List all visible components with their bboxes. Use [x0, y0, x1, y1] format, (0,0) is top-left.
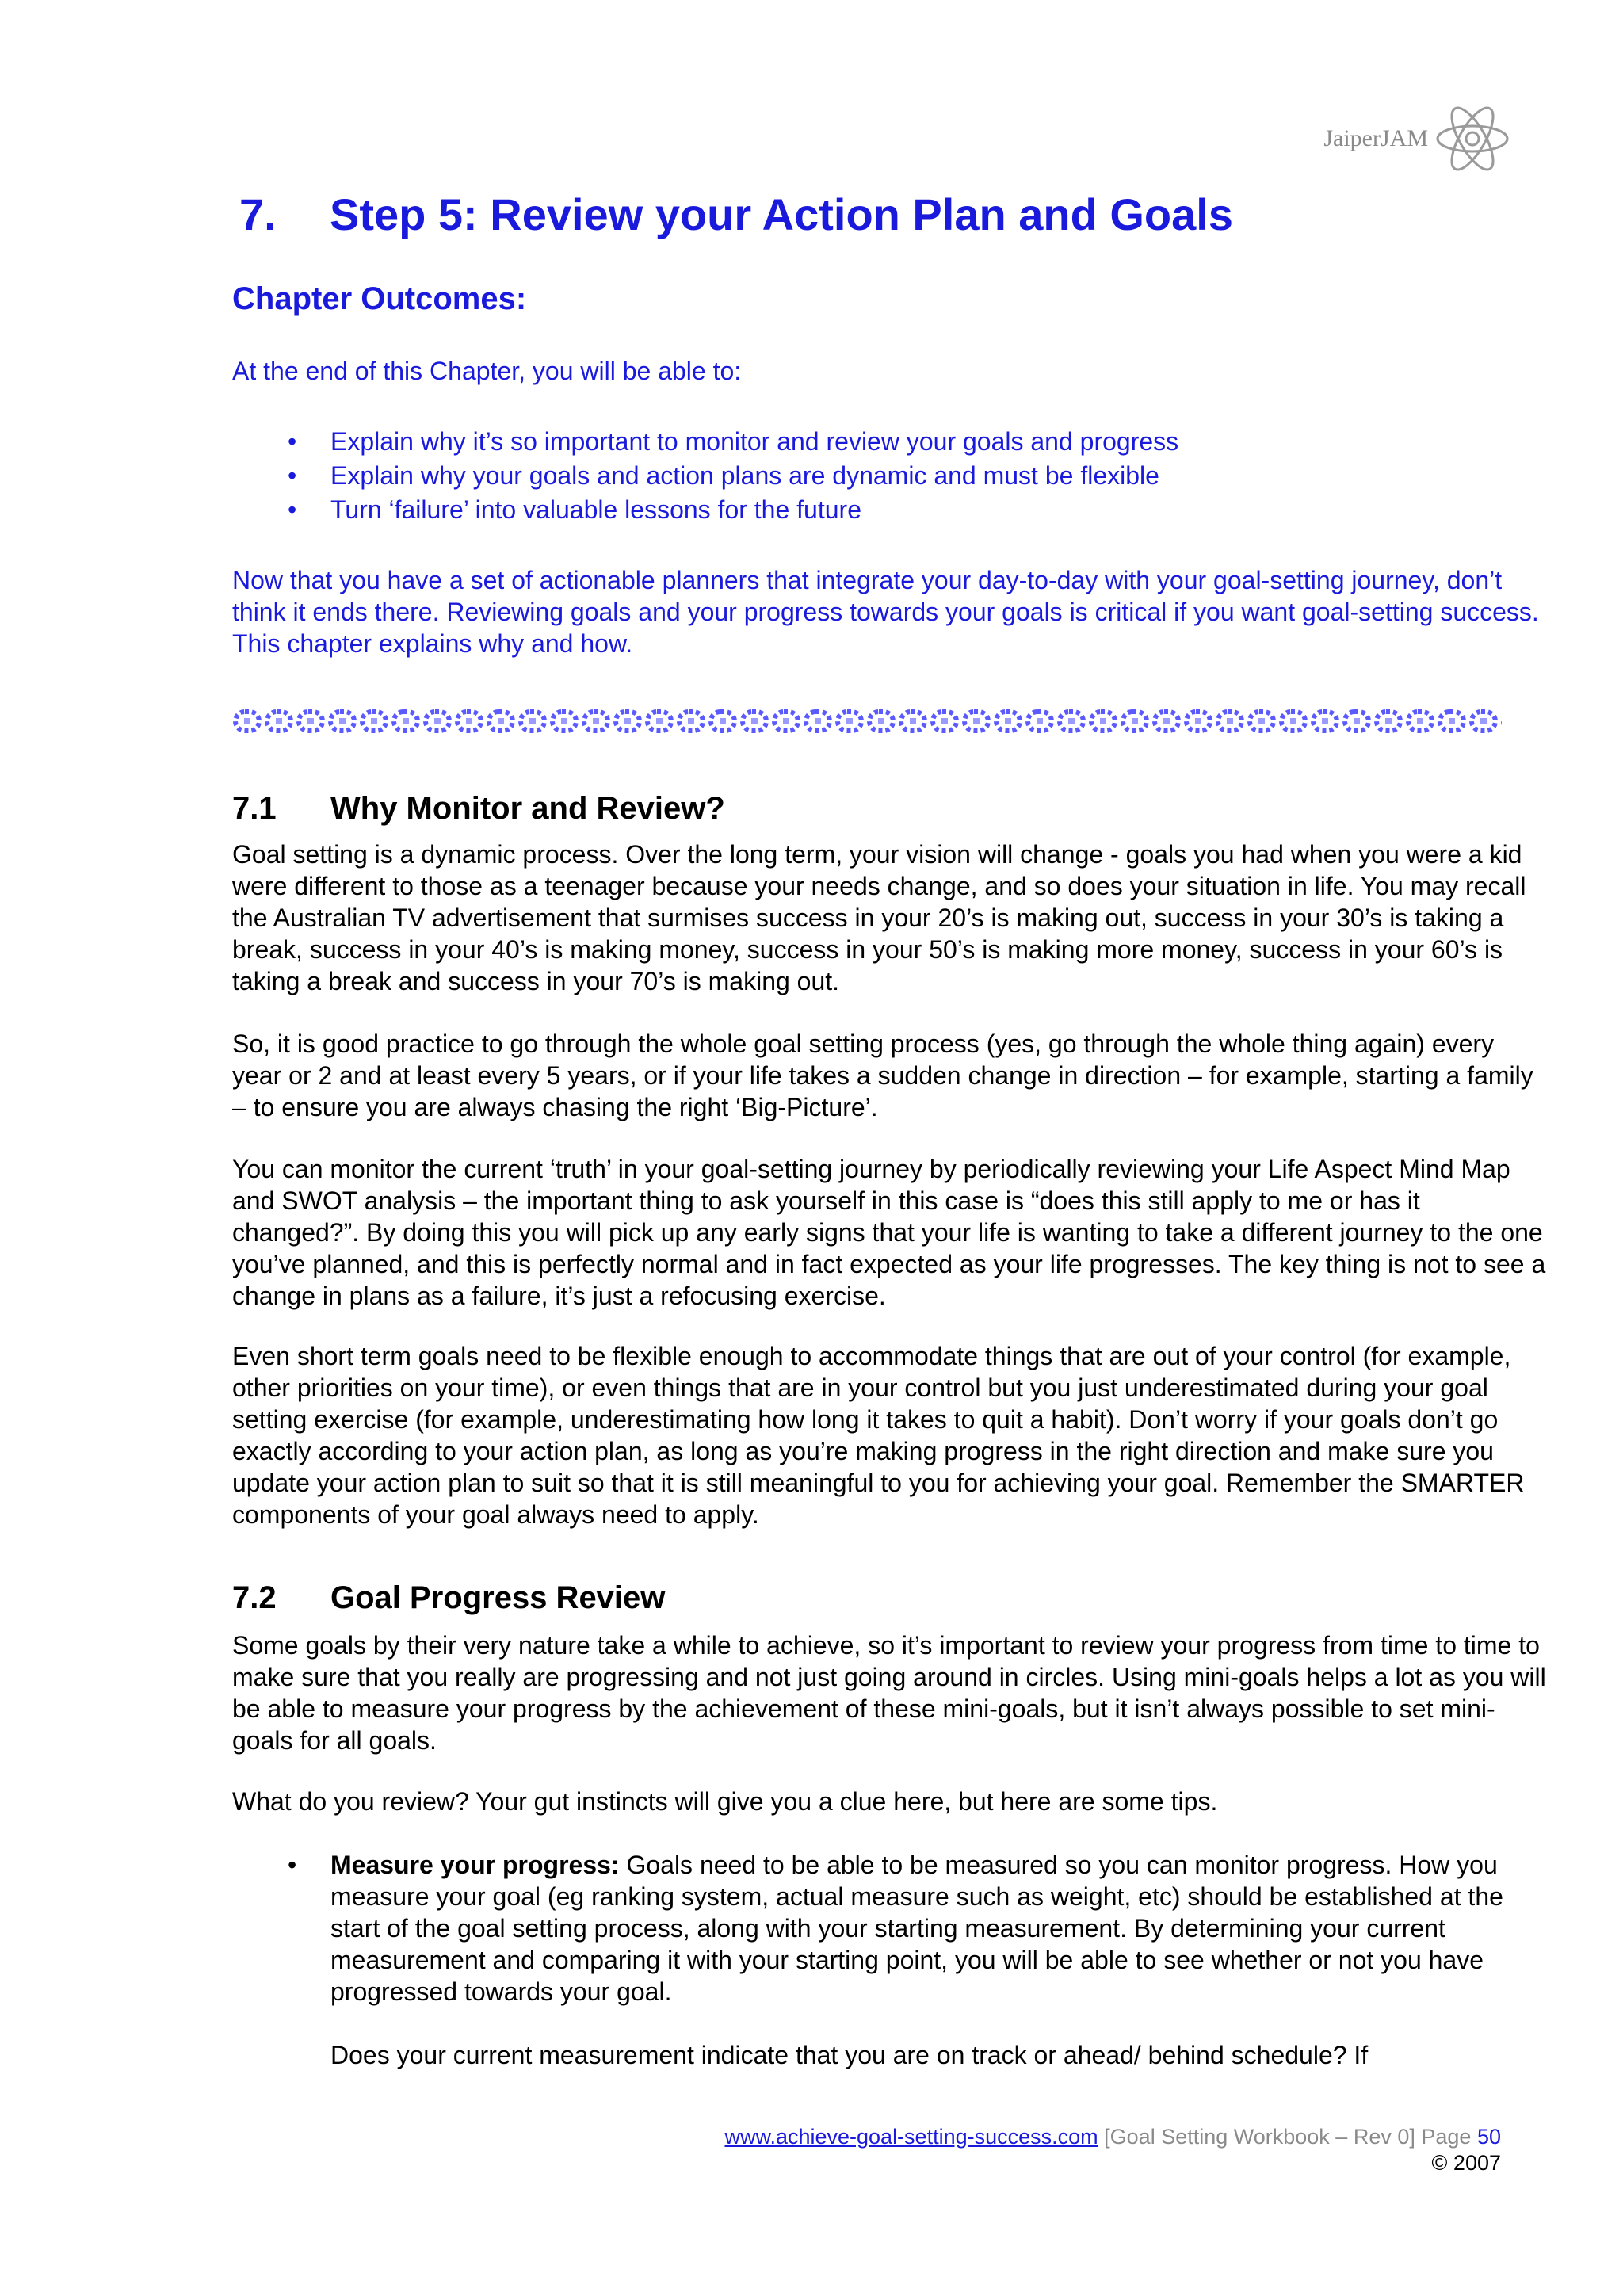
chapter-number: 7.	[239, 189, 277, 239]
section-heading	[232, 1580, 665, 1616]
logo-text: JaiperJAM	[1323, 125, 1428, 151]
list-item: • Explain why your goals and action plans are dynamic and must be flexible	[232, 459, 1516, 493]
outcomes-list	[232, 425, 1516, 527]
bullet-icon: •	[288, 461, 297, 490]
copyright: © 2007	[1431, 2151, 1501, 2175]
bullet-icon: •	[288, 427, 297, 456]
section-number: 7.1	[232, 791, 277, 826]
decorative-divider	[232, 705, 1502, 737]
chapter-title	[239, 189, 1233, 240]
outcomes-intro: At the end of this Chapter, you will be able to:	[232, 357, 742, 385]
section-title: Goal Progress Review	[330, 1580, 666, 1615]
chapter-title-text: Step 5: Review your Action Plan and Goals	[330, 189, 1233, 239]
list-item	[232, 1849, 1516, 2071]
outcomes-summary: Now that you have a set of actionable planners that integrate your day-to-day with your goal-setting journey, don’t think it ends there. Reviewing goals and your progress towards your goals is critical if you want goal-setting success. This chapter explains why and how.	[232, 566, 1539, 658]
bullet-icon: •	[288, 495, 297, 524]
paragraph: Some goals by their very nature take a while to achieve, so it’s important to review your progress from time to time to make sure that you really are progressing and not just going around in circles. Using mini-goals helps a lot as you will be able to measure your progress by the achievement of these mini-goals, but it isn’t always possible to set mini-goals for all goals.	[232, 1631, 1546, 1755]
paragraph: So, it is good practice to go through the whole goal setting process (yes, go through the whole thing again) every year or 2 and at least every 5 years, or if your life takes a sudden change in direction – for example, starting a family – to ensure you are always chasing the right ‘Big-Picture’.	[232, 1030, 1533, 1121]
page-label: Page	[1421, 2125, 1472, 2149]
website-link[interactable]: www.achieve-goal-setting-success.com	[724, 2125, 1098, 2149]
header-logo	[1323, 103, 1512, 174]
paragraph: Even short term goals need to be flexible enough to accommodate things that are out of your control (for example, other priorities on your time), or even things that are in your control but you just underestimated during your goal setting exercise (for example, underestimating how long it takes to quit a habit). Don’t worry if your goals don’t go exactly according to your action plan, as long as you’re making progress in the right direction and make sure you update your action plan to suit so that it is still meaningful to you for achieving your goal. Remember the SMARTER components of your goal always need to apply.	[232, 1342, 1525, 1529]
section-title: Why Monitor and Review?	[330, 791, 725, 826]
list-item: • Turn ‘failure’ into valuable lessons for the future	[232, 493, 1516, 527]
paragraph: What do you review? Your gut instincts will give you a clue here, but here are some tips.	[232, 1787, 1218, 1816]
tip-label: Measure your progress:	[330, 1851, 620, 1879]
paragraph: Goal setting is a dynamic process. Over the long term, your vision will change - goals you had when you were a kid were different to those as a teenager because your needs change, and so does your situation in life. You may recall the Australian TV advertisement that surmises success in your 20’s is making out, success in your 30’s is taking a break, success in your 40’s is making money, success in your 50’s is making more money, success in your 60’s is taking a break and success in your 70’s is making out.	[232, 840, 1526, 995]
section-number: 7.2	[232, 1580, 277, 1615]
bullet-icon: •	[288, 1851, 297, 1879]
tip-continuation: Does your current measurement indicate that you are on track or ahead/ behind schedule? If	[330, 2041, 1369, 2069]
workbook-label: [Goal Setting Workbook – Rev 0]	[1104, 2125, 1415, 2149]
section-heading	[232, 791, 725, 827]
page-number: 50	[1476, 2125, 1501, 2149]
tip-text: Goals need to be able to be measured so you can monitor progress. How you measure your goal (eg ranking system, actual measure such as weight, etc) should be established at the start of the goal setting process, along with your starting measurement. By determining your current measurement and comparing it with your starting point, you will be able to see whether or not you have progressed towards your goal.	[330, 1851, 1503, 2006]
list-item: • Explain why it’s so important to monitor and review your goals and progress	[232, 425, 1516, 459]
atom-logo-icon	[1433, 103, 1512, 174]
outcomes-heading: Chapter Outcomes:	[232, 281, 527, 316]
page-footer	[724, 2124, 1501, 2176]
paragraph: You can monitor the current ‘truth’ in your goal-setting journey by periodically reviewing your Life Aspect Mind Map and SWOT analysis – the important thing to ask yourself in this case is “does this still apply to me or has it changed?”. By doing this you will pick up any early signs that your life is wanting to take a different journey to the one you’ve planned, and this is perfectly normal and in fact expected as your life progresses. The key thing is not to see a change in plans as a failure, it’s just a refocusing exercise.	[232, 1155, 1546, 1310]
tips-list	[232, 1849, 1516, 2071]
